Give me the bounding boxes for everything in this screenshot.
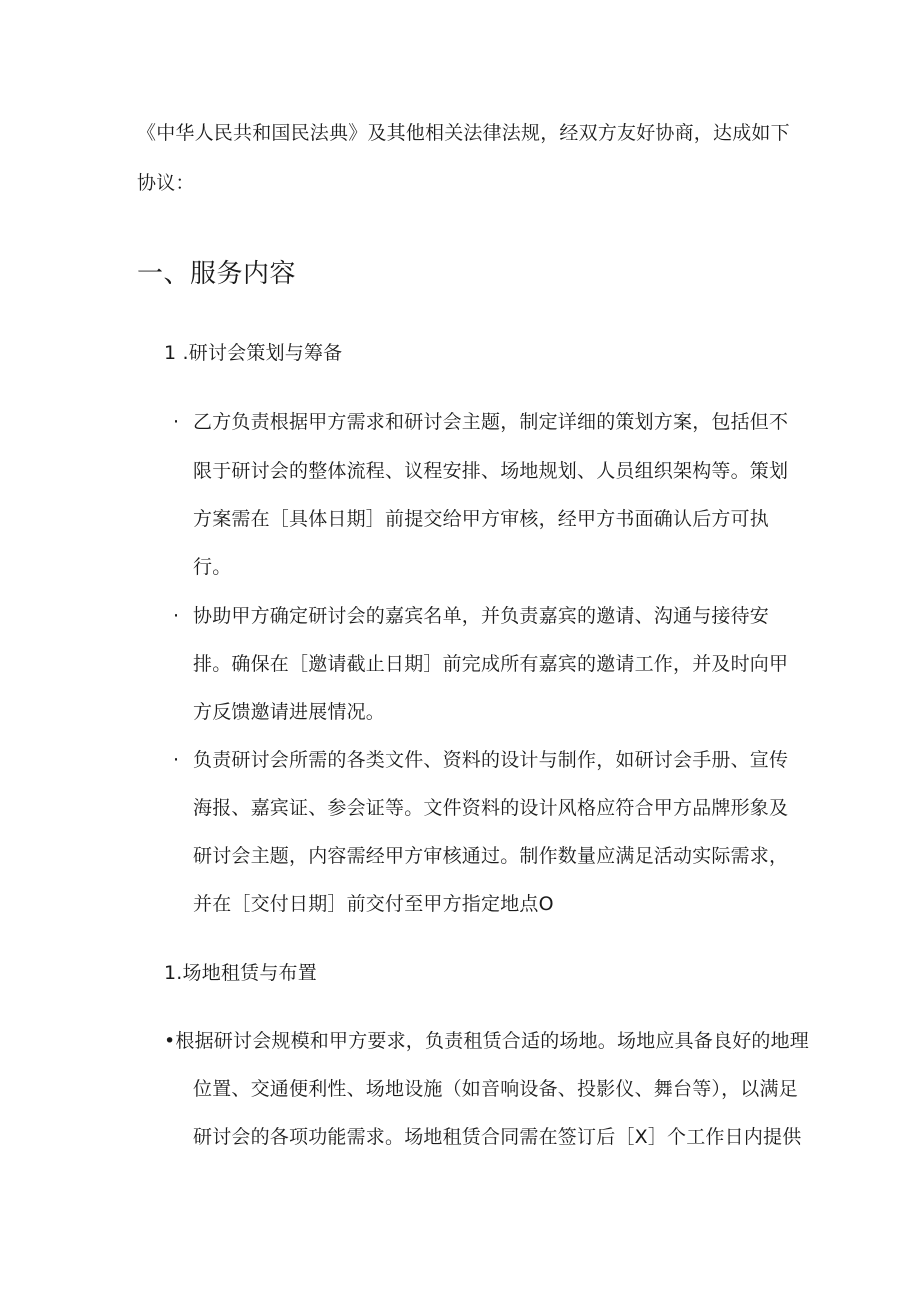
- bullet-item-line: 协助甲方确定研讨会的嘉宾名单，并负责嘉宾的邀请、沟通与接待安: [193, 605, 770, 627]
- subsection-title: 1 .研讨会策划与筹备: [164, 342, 343, 364]
- bullet-item-line: 研讨会主题，内容需经甲方审核通过。制作数量应满足活动实际需求，: [193, 845, 789, 867]
- intro-line: 协议：: [137, 172, 195, 194]
- bullet-marker: ·: [173, 411, 180, 433]
- bullet-item-line: 限于研讨会的整体流程、议程安排、场地规划、人员组织架构等。策划: [193, 460, 789, 482]
- subsection-title: 1.场地租赁与布置: [164, 962, 317, 984]
- bullet-marker: ·: [173, 605, 180, 627]
- bullet-item-line: •根据研讨会规模和甲方要求，负责租赁合适的场地。场地应具备良好的地理: [164, 1030, 810, 1052]
- bullet-item-line: 并在［交付日期］前交付至甲方指定地点O: [193, 893, 554, 915]
- bullet-item-line: 方反馈邀请进展情况。: [193, 701, 386, 723]
- bullet-marker: ·: [173, 749, 180, 771]
- bullet-item-line: 方案需在［具体日期］前提交给甲方审核，经甲方书面确认后方可执: [193, 508, 770, 530]
- bullet-item-line: 位置、交通便利性、场地设施（如音响设备、投影仪、舞台等），以满足: [193, 1078, 798, 1100]
- bullet-item-line: 排。确保在［邀请截止日期］前完成所有嘉宾的邀请工作，并及时向甲: [193, 653, 789, 675]
- bullet-item-line: 研讨会的各项功能需求。场地租赁合同需在签订后［X］个工作日内提供: [193, 1126, 802, 1148]
- bullet-item-line: 海报、嘉宾证、参会证等。文件资料的设计风格应符合甲方品牌形象及: [193, 797, 789, 819]
- bullet-item-line: 乙方负责根据甲方需求和研讨会主题，制定详细的策划方案，包括但不: [193, 411, 789, 433]
- bullet-item-line: 行。: [193, 556, 232, 578]
- bullet-item-line: 负责研讨会所需的各类文件、资料的设计与制作，如研讨会手册、宣传: [193, 749, 789, 771]
- section-heading: 一、服务内容: [137, 259, 297, 289]
- intro-line: 《中华人民共和国民法典》及其他相关法律法规，经双方友好协商，达成如下: [137, 122, 790, 144]
